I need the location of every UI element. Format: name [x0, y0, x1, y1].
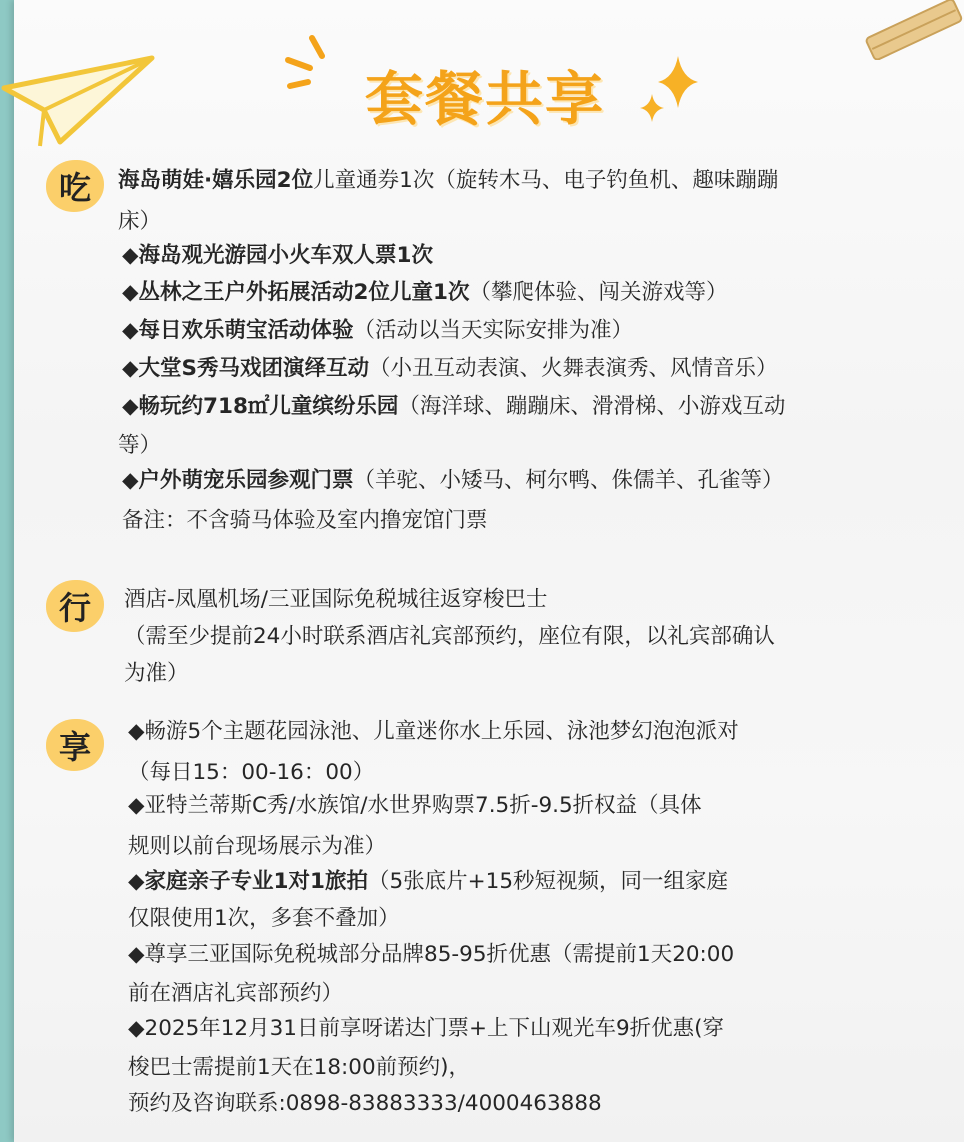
- eat-line-4-bold: ◆丛林之王户外拓展活动2位儿童1次: [122, 280, 470, 305]
- enjoy-line-5: [128, 867, 728, 897]
- eat-line-6-rest: （小丑互动表演、火舞表演秀、风情音乐）: [369, 356, 778, 381]
- enjoy-line-7: ◆尊享三亚国际免税城部分品牌85-95折优惠（需提前1天20:00: [128, 942, 735, 967]
- eat-line-7: [122, 392, 785, 422]
- enjoy-line-11: 预约及咨询联系:0898-83883333/4000463888: [128, 1091, 602, 1116]
- eat-line-5-rest: （活动以当天实际安排为准）: [353, 318, 634, 343]
- enjoy-line-3: ◆亚特兰蒂斯C秀/水族馆/水世界购票7.5折-9.5折权益（具体: [128, 793, 702, 818]
- eat-line-1: [118, 166, 778, 196]
- eat-line-9-bold: ◆户外萌宠乐园参观门票: [122, 468, 354, 493]
- eat-line-6-bold: ◆大堂S秀马戏团演绎互动: [122, 356, 370, 381]
- page-title: 套餐共享: [364, 65, 605, 133]
- eat-line-6: [122, 354, 778, 384]
- eat-badge: 吃: [46, 160, 104, 212]
- enjoy-line-9: ◆2025年12月31日前享呀诺达门票+上下山观光车9折优惠(穿: [128, 1016, 725, 1041]
- travel-badge: 行: [46, 580, 104, 632]
- eat-line-4: [122, 278, 727, 308]
- rays-icon: [282, 34, 332, 94]
- paper-plane-icon: [0, 50, 160, 150]
- eat-line-7-rest: （海洋球、蹦蹦床、滑滑梯、小游戏互动: [398, 394, 786, 419]
- eat-line-3: ◆海岛观光游园小火车双人票1次: [122, 243, 433, 268]
- enjoy-line-4: 规则以前台现场展示为准）: [128, 834, 387, 859]
- eat-line-9: [122, 466, 784, 496]
- eat-line-1-bold: 海岛萌娃·嬉乐园2位: [118, 168, 314, 193]
- eat-line-2: 床）: [118, 209, 162, 234]
- eat-line-1-rest: 儿童通券1次（旋转木马、电子钓鱼机、趣味蹦蹦: [313, 168, 779, 193]
- travel-line-3: 为准）: [124, 661, 189, 686]
- eat-line-7-bold: ◆畅玩约718㎡儿童缤纷乐园: [122, 394, 399, 419]
- eat-line-4-rest: （攀爬体验、闯关游戏等）: [469, 280, 728, 305]
- eat-line-8: 等）: [118, 433, 162, 458]
- enjoy-badge: 享: [46, 719, 104, 771]
- enjoy-line-2: （每日15：00-16：00）: [128, 760, 375, 785]
- sparkle-icon: [638, 52, 702, 124]
- enjoy-line-6: 仅限使用1次，多套不叠加）: [128, 906, 400, 931]
- enjoy-line-5-bold: ◆家庭亲子专业1对1旅拍: [128, 869, 368, 894]
- eat-line-5: [122, 316, 633, 346]
- eat-line-5-bold: ◆每日欢乐萌宝活动体验: [122, 318, 354, 343]
- enjoy-line-10: 梭巴士需提前1天在18:00前预约)，: [128, 1055, 471, 1080]
- eat-line-9-rest: （羊驼、小矮马、柯尔鸭、侏儒羊、孔雀等）: [353, 468, 784, 493]
- travel-line-2: （需至少提前24小时联系酒店礼宾部预约，座位有限，以礼宾部确认: [124, 624, 775, 649]
- clothespin-icon: [862, 0, 964, 60]
- travel-line-1: 酒店-凤凰机场/三亚国际免税城往返穿梭巴士: [124, 587, 548, 612]
- enjoy-line-5-rest: （5张底片+15秒短视频，同一组家庭: [367, 869, 729, 894]
- enjoy-line-8: 前在酒店礼宾部预约）: [128, 981, 344, 1006]
- enjoy-line-1: ◆畅游5个主题花园泳池、儿童迷你水上乐园、泳池梦幻泡泡派对: [128, 719, 739, 744]
- eat-line-10: 备注：不含骑马体验及室内撸宠馆门票: [122, 508, 488, 533]
